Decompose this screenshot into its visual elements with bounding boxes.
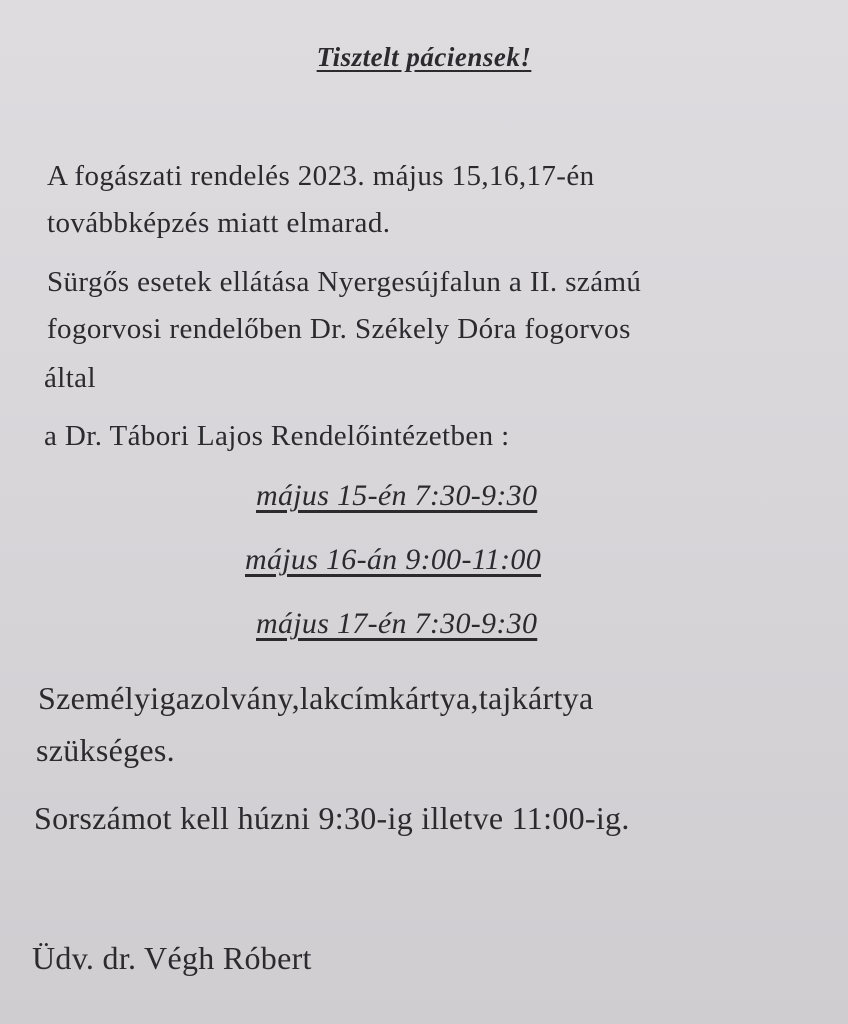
notice-line-dentist: fogorvosi rendelőben Dr. Székely Dóra fogorvos <box>47 313 631 345</box>
notice-line-ticket: Sorszámot kell húzni 9:30-ig illetve 11:00-ig. <box>34 800 630 836</box>
schedule-item-may-16: május 16-án 9:00-11:00 <box>245 543 542 576</box>
schedule-item-may-15: május 15-én 7:30-9:30 <box>256 479 538 512</box>
notice-signature: Üdv. dr. Végh Róbert <box>32 940 312 976</box>
notice-line-by: által <box>44 362 96 394</box>
notice-line-reason: továbbképzés miatt elmarad. <box>47 207 391 239</box>
notice-line-documents: Személyigazolvány,lakcímkártya,tajkártya <box>38 680 594 716</box>
schedule-item-may-17: május 17-én 7:30-9:30 <box>256 607 538 640</box>
notice-line-clinic: a Dr. Tábori Lajos Rendelőintézetben : <box>44 420 510 452</box>
notice-line-emergency: Sürgős esetek ellátása Nyergesújfalun a II. számú <box>47 266 642 298</box>
notice-line-required: szükséges. <box>36 732 175 768</box>
notice-line-cancellation: A fogászati rendelés 2023. május 15,16,17-én <box>47 160 595 192</box>
notice-title: Tisztelt páciensek! <box>316 42 532 72</box>
